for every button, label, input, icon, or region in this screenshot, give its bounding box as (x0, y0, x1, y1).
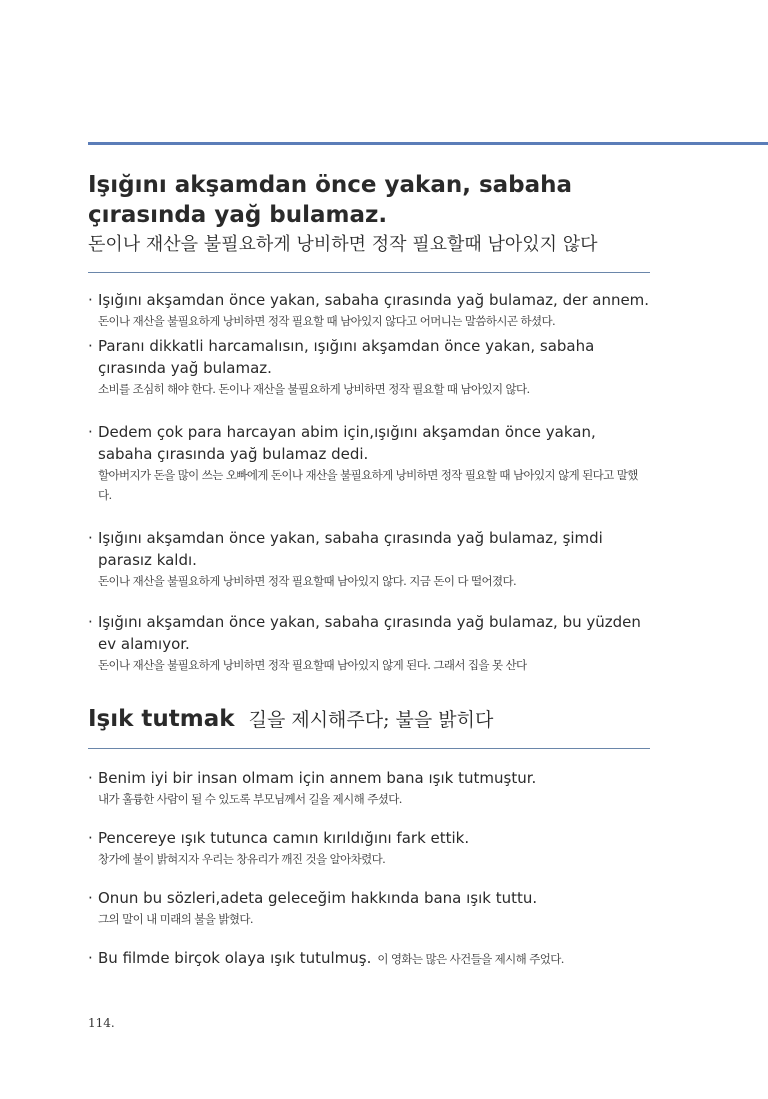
example-item (88, 767, 650, 809)
idiom-title-row (88, 704, 650, 734)
example-item (88, 827, 650, 869)
idiom-title: Işık tutmak (88, 706, 235, 732)
example-item (88, 335, 650, 399)
page-number: 114. (88, 1016, 115, 1030)
example-turkish: Benim iyi bir insan olmam için annem bana ışık tutmuştur. (98, 769, 537, 787)
example-item (88, 887, 650, 929)
example-korean: 할아버지가 돈을 많이 쓰는 오빠에게 돈이나 재산을 불필요하게 낭비하면 정작 필요할 때 남아있지 않게 된다고 말했다. (98, 468, 638, 502)
top-divider (88, 142, 768, 145)
example-turkish-text: Bu filmde birçok olaya ışık tutulmuş. (98, 949, 372, 967)
bullet: · (88, 337, 93, 355)
example-item (88, 527, 650, 591)
example-turkish: Pencereye ışık tutunca camın kırıldığını fark ettik. (98, 829, 470, 847)
idiom-title-line-1: Işığını akşamdan önce yakan, sabaha (88, 172, 573, 198)
example-korean: 이 영화는 많은 사건들을 제시해 주었다. (377, 952, 564, 966)
bullet: · (88, 529, 93, 547)
section-divider (88, 748, 650, 749)
idiom-meaning: 길을 제시해주다; 불을 밝히다 (248, 709, 494, 731)
example-turkish: Paranı dikkatli harcamalısın, ışığını akşamdan önce yakan, sabaha çırasında yağ bulamaz. (98, 337, 595, 377)
idiom-section-2 (88, 704, 650, 970)
bullet: · (88, 829, 93, 847)
bullet: · (88, 423, 93, 441)
example-korean: 그의 말이 내 미래의 불을 밝혔다. (98, 912, 253, 926)
example-item (88, 611, 650, 675)
example-turkish: Dedem çok para harcayan abim için,ışığını akşamdan önce yakan, sabaha çırasında yağ bulamaz dedi. (98, 423, 596, 463)
example-korean: 돈이나 재산을 불필요하게 낭비하면 정작 필요할때 남아있지 않게 된다. 그래서 집을 못 산다 (98, 658, 527, 672)
idiom-section-1 (88, 170, 650, 675)
idiom-meaning: 돈이나 재산을 불필요하게 낭비하면 정작 필요할때 남아있지 않다 (88, 234, 598, 255)
bullet: · (88, 889, 93, 907)
idiom-title-line-2: çırasında yağ bulamaz. (88, 202, 388, 228)
example-korean: 창가에 불이 밝혀지자 우리는 창유리가 깨진 것을 알아차렸다. (98, 852, 386, 866)
section-divider (88, 272, 650, 273)
example-korean: 내가 훌륭한 사람이 될 수 있도록 부모님께서 길을 제시해 주셨다. (98, 792, 402, 806)
example-turkish: Işığını akşamdan önce yakan, sabaha çırasında yağ bulamaz, der annem. (98, 291, 650, 309)
example-item (88, 947, 650, 970)
example-item (88, 289, 650, 331)
example-korean: 돈이나 재산을 불필요하게 낭비하면 정작 필요할 때 남아있지 않다고 어머니는 말씀하시곤 하셨다. (98, 314, 556, 328)
bullet: · (88, 949, 93, 967)
example-korean: 돈이나 재산을 불필요하게 낭비하면 정작 필요할때 남아있지 않다. 지금 돈이 다 떨어졌다. (98, 574, 517, 588)
example-turkish: Işığını akşamdan önce yakan, sabaha çırasında yağ bulamaz, bu yüzden ev alamıyor. (98, 613, 641, 653)
example-turkish (98, 947, 650, 970)
bullet: · (88, 613, 93, 631)
example-turkish: Onun bu sözleri,adeta geleceğim hakkında bana ışık tuttu. (98, 889, 538, 907)
example-item (88, 421, 650, 505)
bullet: · (88, 291, 93, 309)
example-korean: 소비를 조심히 해야 한다. 돈이나 재산을 불필요하게 낭비하면 정작 필요할 때 남아있지 않다. (98, 382, 530, 396)
example-turkish: Işığını akşamdan önce yakan, sabaha çırasında yağ bulamaz, şimdi parasız kaldı. (98, 529, 603, 569)
bullet: · (88, 769, 93, 787)
